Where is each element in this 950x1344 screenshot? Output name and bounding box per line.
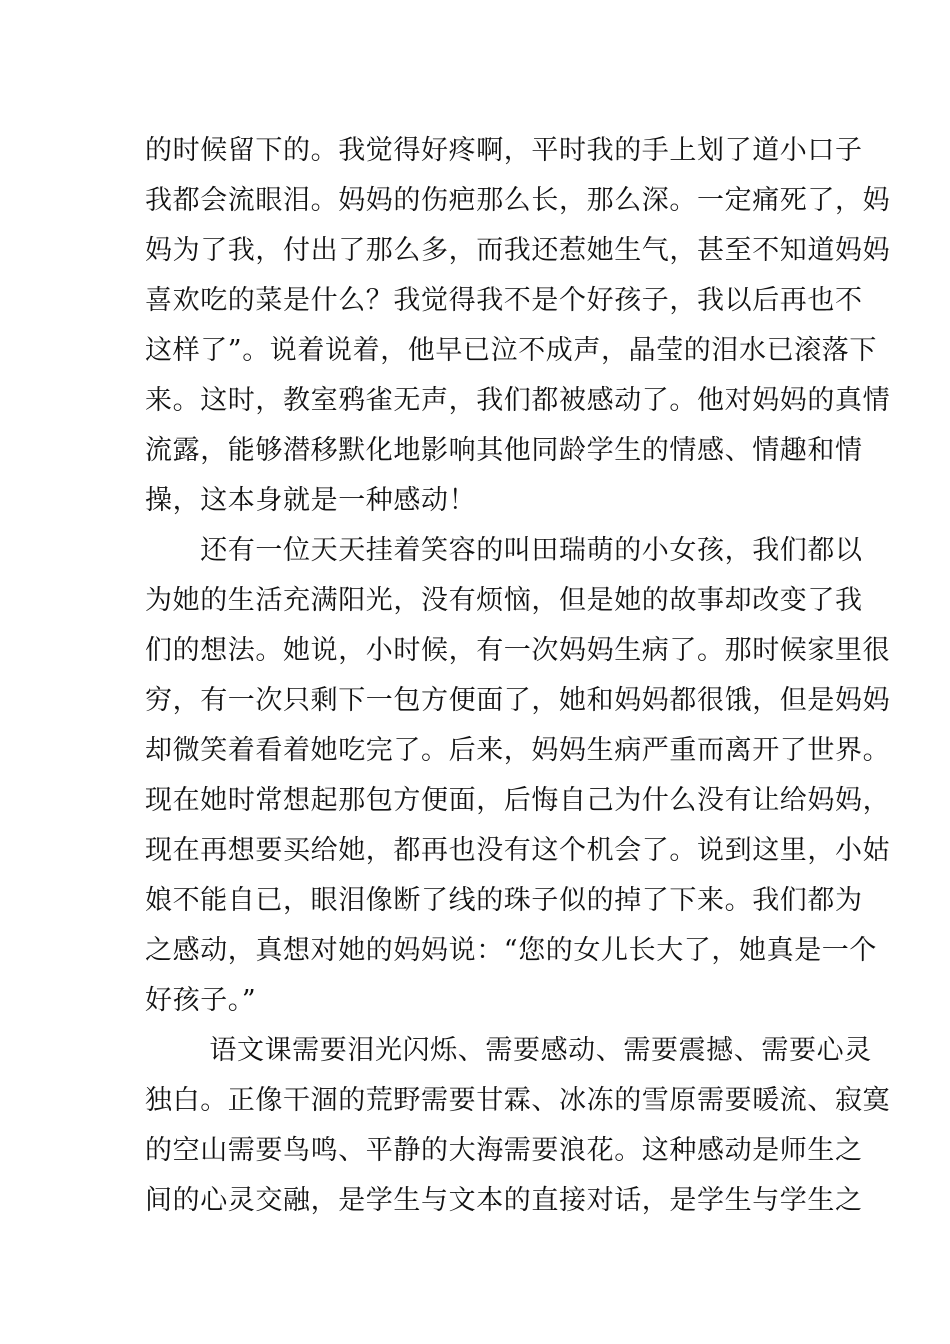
text-line: 为她的生活充满阳光，没有烦恼，但是她的故事却改变了我 [145,585,863,616]
text-line: 这样了”。说着说着，他早已泣不成声，晶莹的泪水已滚落下 [145,335,878,366]
text-line: 间的心灵交融，是学生与文本的直接对话，是学生与学生之 [145,1185,863,1216]
text-line: 的时候留下的。我觉得好疼啊，平时我的手上划了道小口子 [145,135,863,166]
text-line: 却微笑着看着她吃完了。后来，妈妈生病严重而离开了世界。 [145,735,891,766]
text-line: 语文课需要泪光闪烁、需要感动、需要震撼、需要心灵 [145,1035,872,1066]
body-text [145,126,891,1226]
text-line: 喜欢吃的菜是什么？我觉得我不是个好孩子，我以后再也不 [145,285,863,316]
text-line: 我都会流眼泪。妈妈的伤疤那么长，那么深。一定痛死了，妈 [145,185,891,216]
text-line: 娘不能自已，眼泪像断了线的珠子似的掉了下来。我们都为 [145,885,863,916]
text-line: 们的想法。她说，小时候，有一次妈妈生病了。那时候家里很 [145,635,891,666]
text-line: 操，这本身就是一种感动！ [145,485,477,516]
text-line: 好孩子。” [145,985,257,1016]
text-line: 现在她时常想起那包方便面，后悔自己为什么没有让给妈妈， [145,785,891,816]
text-line: 妈为了我，付出了那么多，而我还惹她生气，甚至不知道妈妈 [145,235,891,266]
text-line: 流露，能够潜移默化地影响其他同龄学生的情感、情趣和情 [145,435,863,466]
text-line: 来。这时，教室鸦雀无声，我们都被感动了。他对妈妈的真情 [145,385,891,416]
text-line: 独白。正像干涸的荒野需要甘霖、冰冻的雪原需要暖流、寂寞 [145,1085,891,1116]
text-line: 之感动，真想对她的妈妈说：“您的女儿长大了，她真是一个 [145,935,878,966]
text-line: 的空山需要鸟鸣、平静的大海需要浪花。这种感动是师生之 [145,1135,863,1166]
text-line: 现在再想要买给她，都再也没有这个机会了。说到这里，小姑 [145,835,891,866]
text-line: 穷，有一次只剩下一包方便面了，她和妈妈都很饿，但是妈妈 [145,685,891,716]
text-line: 还有一位天天挂着笑容的叫田瑞萌的小女孩，我们都以 [145,535,863,566]
